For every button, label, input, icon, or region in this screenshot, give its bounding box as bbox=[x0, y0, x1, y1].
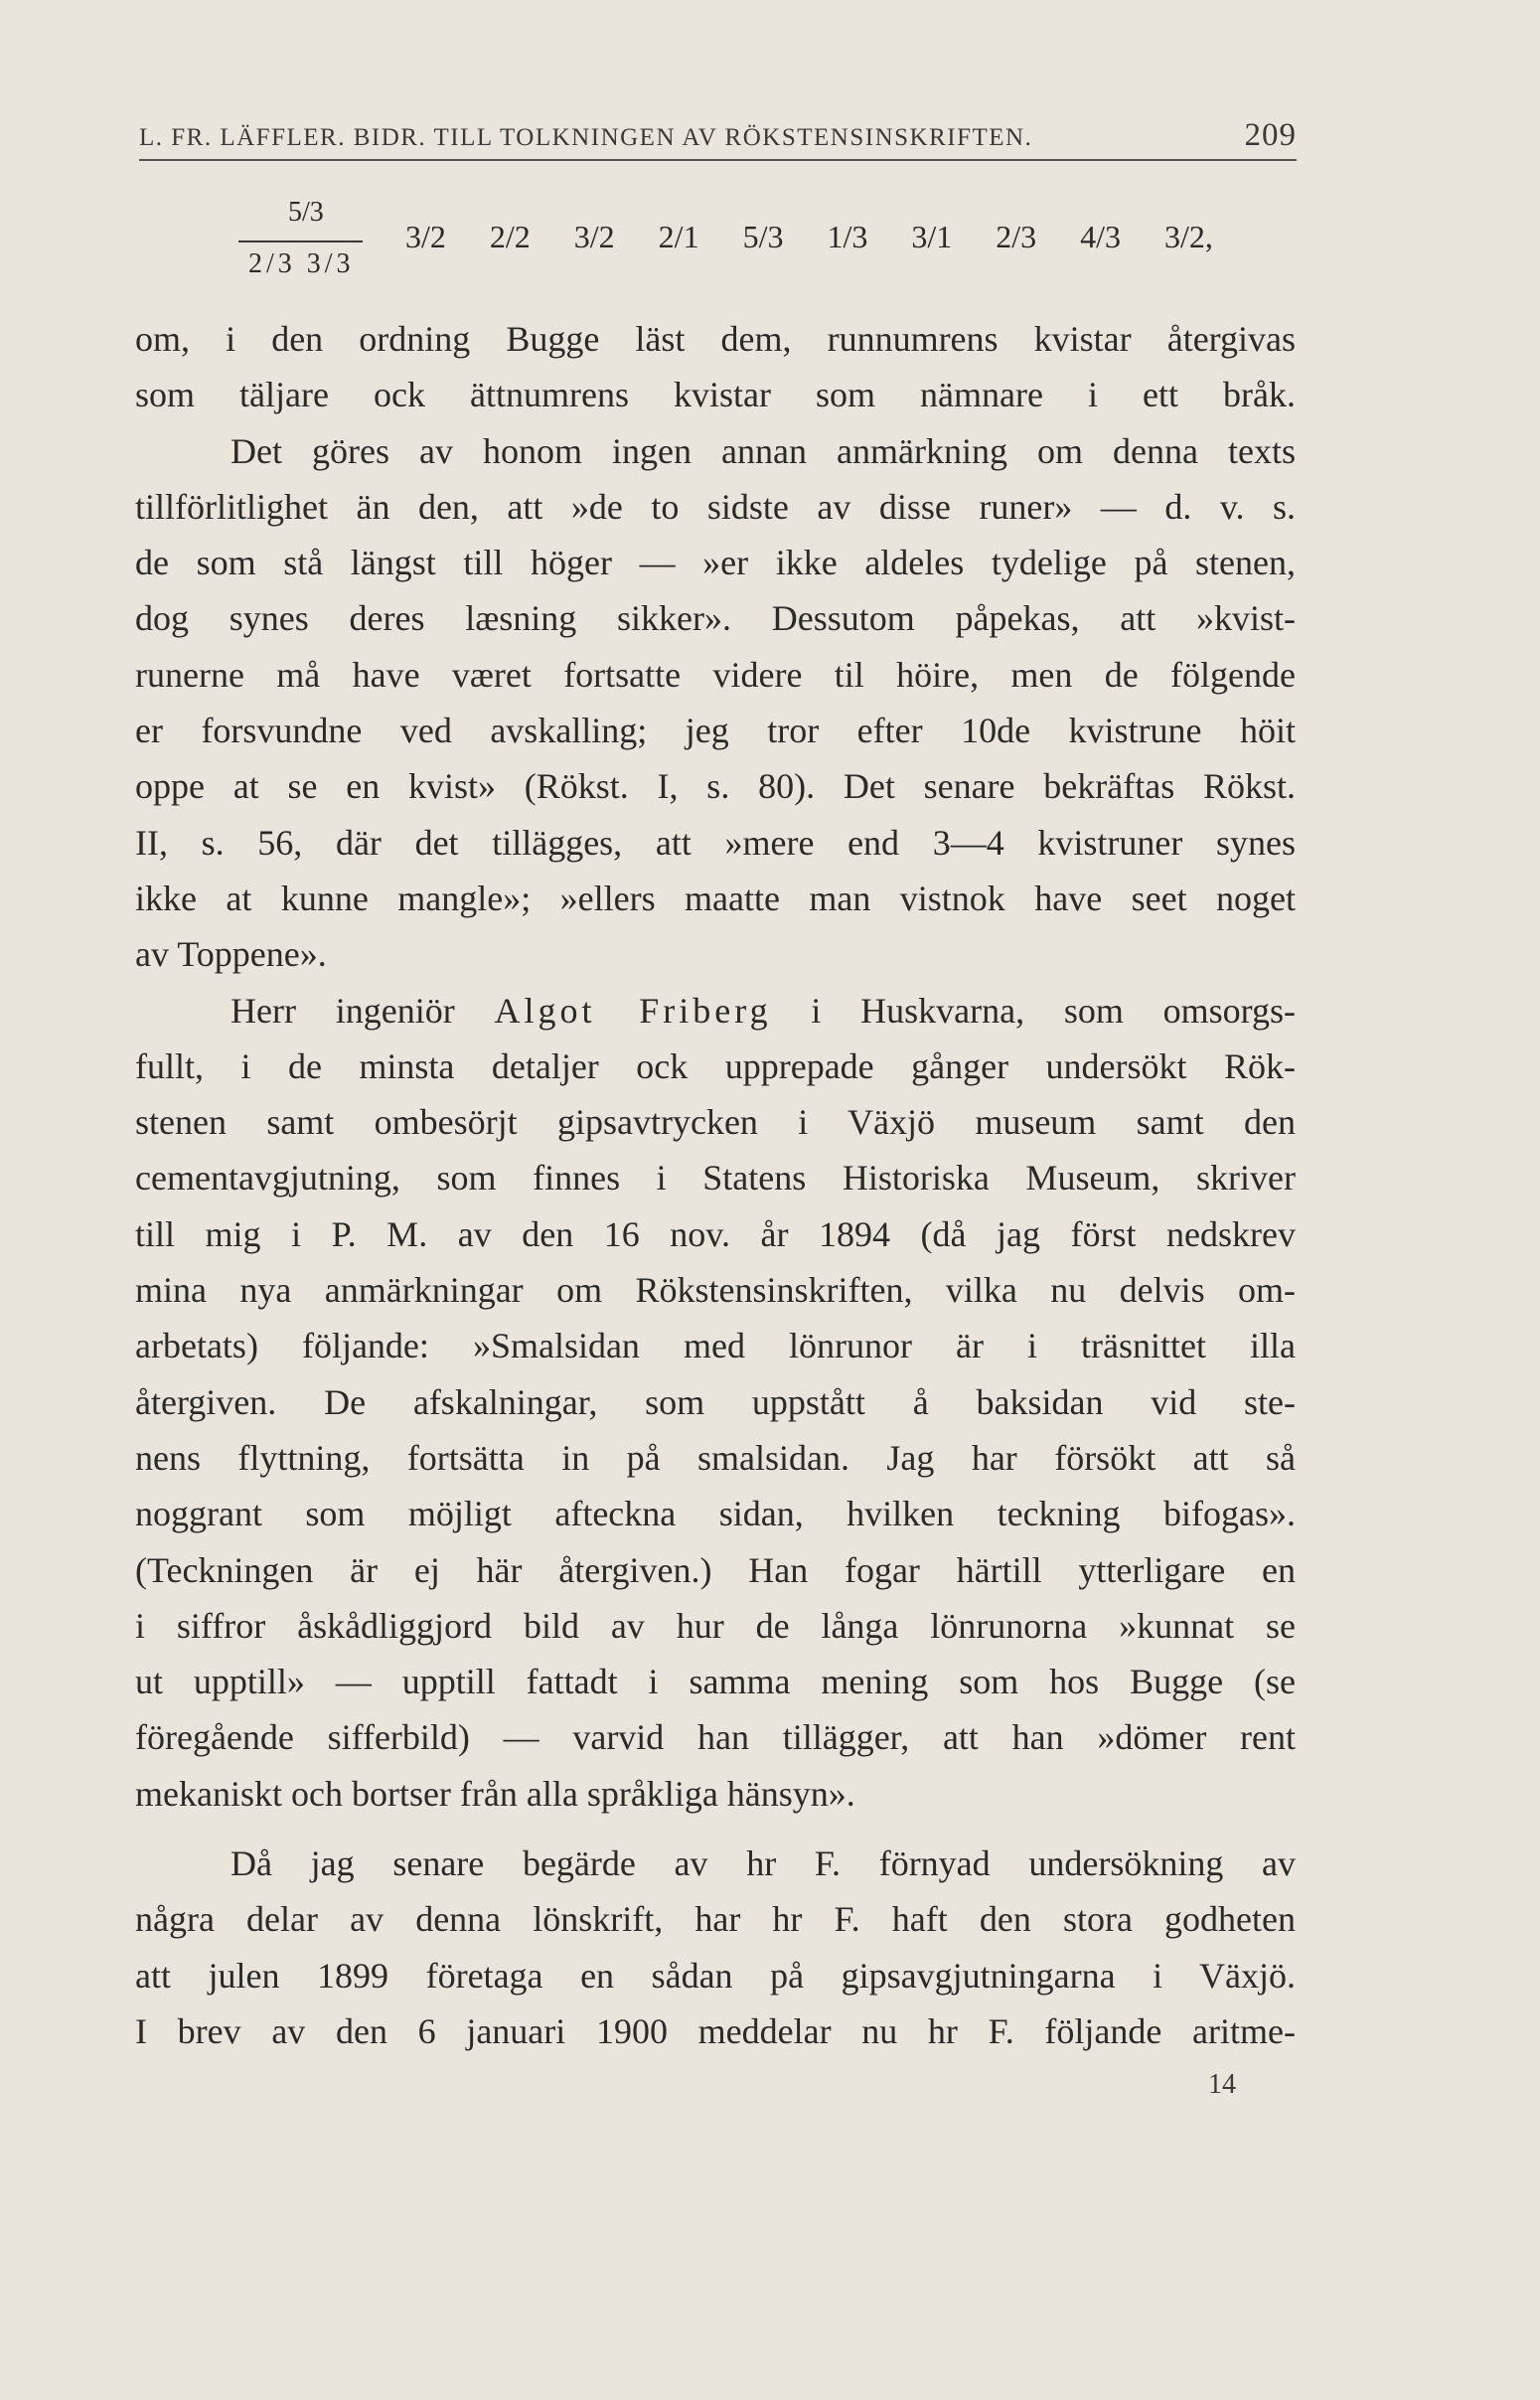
text-line: tillförlitlighet än den, att »de to sidste av disse runer» — d. v. s. bbox=[135, 486, 1296, 527]
stacked-denominator: 2/3 3/3 bbox=[248, 248, 355, 279]
body-text bbox=[135, 311, 1296, 2059]
text-line: dog synes deres læsning sikker». Dessutom påpekas, att »kvist- bbox=[135, 598, 1296, 639]
text-line: arbetats) följande: »Smalsidan med lönrunor är i träsnittet illa bbox=[135, 1326, 1296, 1366]
text-line: ut upptill» — upptill fattadt i samma mening som hos Bugge (se bbox=[135, 1662, 1296, 1702]
text-line: noggrant som möjligt afteckna sidan, hvilken teckning bifogas». bbox=[135, 1494, 1296, 1534]
text-line: I brev av den 6 januari 1900 meddelar nu hr F. följande aritme- bbox=[135, 2010, 1296, 2051]
text-line: Då jag senare begärde av hr F. förnyad undersökning av bbox=[231, 1843, 1296, 1884]
fraction-bar bbox=[238, 240, 363, 242]
paragraph-gap bbox=[135, 1822, 1296, 1836]
text-line: fullt, i de minsta detaljer ock upprepade gånger undersökt Rök- bbox=[135, 1045, 1296, 1086]
page-number: 209 bbox=[1244, 117, 1297, 153]
fraction-row bbox=[238, 197, 1311, 311]
text-line: er forsvundne ved avskalling; jeg tror efter 10de kvistrune höit bbox=[135, 711, 1296, 751]
stacked-numerator: 5/3 bbox=[288, 197, 324, 228]
text-line: II, s. 56, där det tillägges, att »mere end 3—4 kvistruner synes bbox=[135, 822, 1296, 863]
text-line: mina nya anmärkningar om Rökstensinskriften, vilka nu delvis om- bbox=[135, 1270, 1296, 1311]
signature-mark: 14 bbox=[1208, 2069, 1236, 2100]
header-rule bbox=[139, 159, 1297, 161]
text-line: stenen samt ombesörjt gipsavtrycken i Växjö museum samt den bbox=[135, 1102, 1296, 1143]
text-line: Det göres av honom ingen annan anmärkning om denna texts bbox=[231, 430, 1296, 471]
spaced-prefix: Herr ingeniör bbox=[231, 990, 455, 1031]
text-line: i siffror åskådliggjord bild av hur de långa lönrunorna »kunnat se bbox=[135, 1605, 1296, 1646]
text-line: nens flyttning, fortsätta in på smalsidan. Jag har försökt att så bbox=[135, 1437, 1296, 1478]
text-line: ikke at kunne mangle»; »ellers maatte man vistnok have seet noget bbox=[135, 878, 1296, 918]
stacked-fraction bbox=[238, 197, 373, 306]
running-title: L. FR. LÄFFLER. BIDR. TILL TOLKNINGEN AV RÖKSTENSINSKRIFTEN. bbox=[139, 124, 1033, 151]
text-line: cementavgjutning, som finnes i Statens Historiska Museum, skriver bbox=[135, 1158, 1296, 1199]
text-line: som täljare ock ättnumrens kvistar som nämnare i ett bråk. bbox=[135, 375, 1296, 415]
line-rest: i Huskvarna, som omsorgs- bbox=[811, 990, 1296, 1031]
text-line: föregående sifferbild) — varvid han tillägger, att han »dömer rent bbox=[135, 1717, 1296, 1758]
text-line: (Teckningen är ej här återgiven.) Han fogar härtill ytterligare en bbox=[135, 1549, 1296, 1590]
text-line: oppe at se en kvist» (Rökst. I, s. 80). Det senare bekräftas Rökst. bbox=[135, 766, 1296, 807]
text-line: de som stå längst till höger — »er ikke aldeles tydelige på stenen, bbox=[135, 543, 1296, 583]
text-line: om, i den ordning Bugge läst dem, runnumrens kvistar återgivas bbox=[135, 319, 1296, 359]
text-line: till mig i P. M. av den 16 nov. år 1894 (då jag först nedskrev bbox=[135, 1213, 1296, 1254]
text-line: mekaniskt och bortser från alla språkliga hänsyn». bbox=[135, 1773, 855, 1814]
text-line: av Toppene». bbox=[135, 934, 327, 975]
text-line: att julen 1899 företaga en sådan på gipsavgjutningarna i Växjö. bbox=[135, 1955, 1296, 1996]
text-line: återgiven. De afskalningar, som uppstått å baksidan vid ste- bbox=[135, 1381, 1296, 1422]
text-line: runerne må have været fortsatte videre til höire, men de fölgende bbox=[135, 654, 1296, 695]
text-line: några delar av denna lönskrift, har hr F. haft den stora godheten bbox=[135, 1899, 1296, 1940]
fraction-series: 3/2 2/2 3/2 2/1 5/3 1/3 3/1 2/3 4/3 3/2, bbox=[405, 219, 1213, 254]
running-header bbox=[139, 117, 1297, 154]
spaced-name: Algot Friberg bbox=[494, 990, 772, 1031]
text-line bbox=[135, 983, 1296, 1039]
